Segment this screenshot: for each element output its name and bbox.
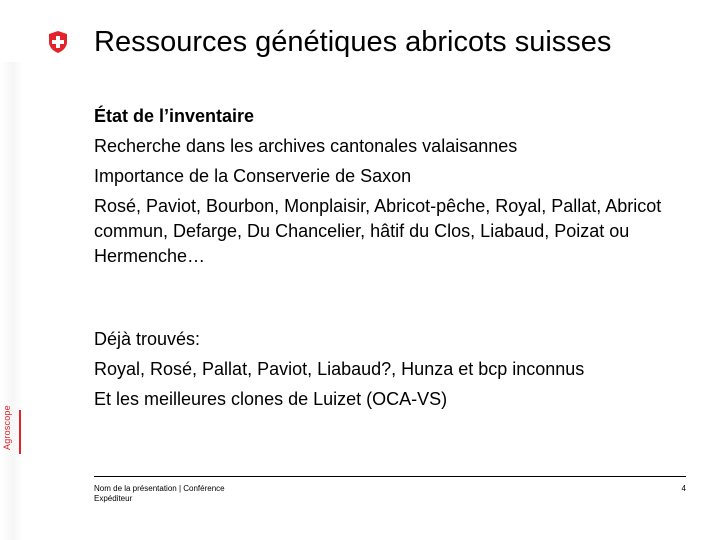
found-line-varieties: Royal, Rosé, Pallat, Paviot, Liabaud?, Hunza et bcp inconnus	[94, 359, 585, 379]
slide-title: Ressources génétiques abricots suisses	[94, 26, 612, 58]
paragraph-conserverie: Importance de la Conserverie de Saxon	[94, 166, 412, 186]
side-band	[0, 62, 22, 540]
paragraph-archives: Recherche dans les archives cantonales valaisannes	[94, 136, 518, 156]
swiss-cross-icon	[47, 31, 69, 53]
side-accent-rule	[19, 410, 21, 454]
paragraph-varieties: Rosé, Paviot, Bourbon, Monplaisir, Abricot-pêche, Royal, Pallat, Abricot commun, Defarge, Du Chancelier, hâtif du Clos, Liabaud, Poizat ou Hermenche…	[94, 196, 662, 266]
footer-info	[94, 484, 225, 504]
agroscope-label: Agroscope	[2, 405, 12, 450]
footer-divider	[94, 476, 686, 477]
slide-content	[94, 104, 694, 417]
found-heading: Déjà trouvés:	[94, 329, 201, 349]
page-number: 4	[681, 484, 686, 493]
inventory-heading: État de l’inventaire	[94, 106, 255, 126]
footer-presentation: Nom de la présentation | Conférence	[94, 484, 225, 493]
footer-sender: Expéditeur	[94, 494, 133, 503]
found-line-clones: Et les meilleures clones de Luizet (OCA-VS)	[94, 389, 448, 409]
